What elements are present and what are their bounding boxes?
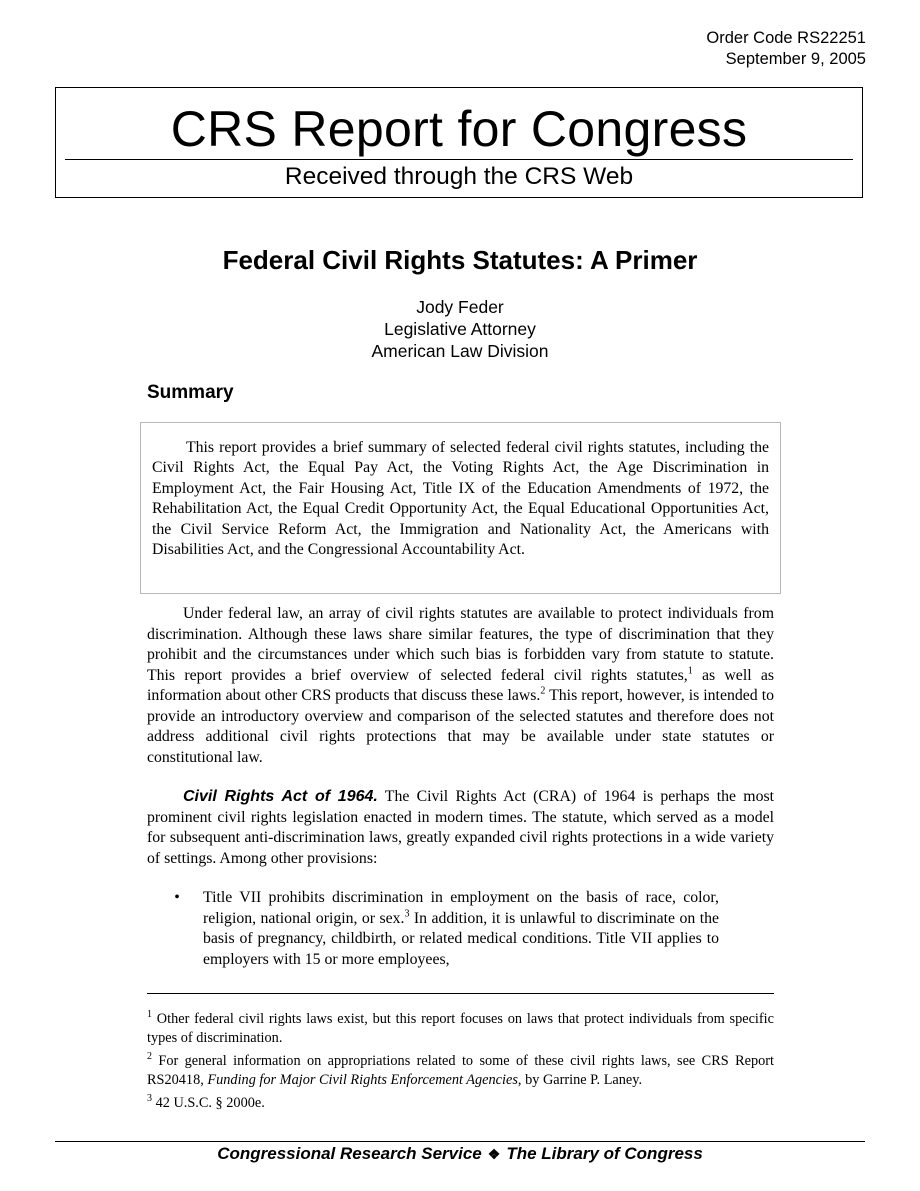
- author-title: Legislative Attorney: [384, 319, 536, 339]
- crs-banner: [55, 87, 863, 198]
- footnote-ref-1[interactable]: 1: [687, 665, 693, 677]
- order-info: [706, 28, 866, 70]
- footer-org: Congressional Research Service: [217, 1144, 482, 1163]
- summary-heading: Summary: [147, 382, 234, 403]
- diamond-separator-icon: ❖: [487, 1146, 501, 1162]
- author-name: Jody Feder: [416, 297, 504, 317]
- footer-library: The Library of Congress: [506, 1144, 703, 1163]
- intro-paragraph: [147, 604, 774, 768]
- cra-text: The Civil Rights Act (CRA) of 1964 is perhaps the most prominent civil rights legislation enacted in modern times. The statute, which served as a model for subsequent anti-discrimination laws, greatly expanded civil rights protections in a wide variety of settings. Among other provisions:: [147, 788, 775, 867]
- footnote-divider: [147, 993, 774, 994]
- footnotes: [147, 1010, 774, 1118]
- page-footer: [0, 1143, 920, 1165]
- order-code: Order Code RS22251: [706, 29, 866, 47]
- footnote-2-text-part-2: , by Garrine P. Laney.: [517, 1071, 643, 1088]
- author-block: [0, 296, 920, 362]
- intro-text-part-3: This report, however, is intended to provide an introductory overview and comparison of the selected statutes and therefore does not address additional civil rights protections that may be available under state statutes or constitutional law.: [147, 687, 774, 766]
- author-division: American Law Division: [371, 341, 549, 361]
- bullet-icon: •: [174, 889, 180, 906]
- footnote-ref-3[interactable]: 3: [404, 908, 410, 920]
- bullet-text-part-2: In addition, it is unlawful to discriminate on the basis of pregnancy, childbirth, or related medical conditions. Title VII applies to employers with 15 or more employees,: [203, 909, 719, 968]
- document-title: Federal Civil Rights Statutes: A Primer: [222, 245, 698, 275]
- summary-text: This report provides a brief summary of selected federal civil rights statutes, including the Civil Rights Act, the Equal Pay Act, the Voting Rights Act, the Age Discrimination in Employment Act, the Fair Housing Act, Title IX of the Education Amendments of 1972, the Rehabilitation Act, the Equal Credit Opportunity Act, the Equal Educational Opportunities Act, the Civil Service Reform Act, the Immigration and Nationality Act, the Americans with Disabilities Act, and the Congressional Accountability Act.: [152, 439, 769, 559]
- footnote-1-number: 1: [147, 1009, 152, 1021]
- list-item: [167, 888, 719, 970]
- summary-box: [140, 422, 781, 594]
- banner-divider: [65, 159, 853, 160]
- footnote-1: [147, 1010, 774, 1047]
- footnote-2-report-title: Funding for Major Civil Rights Enforcement Agencies: [207, 1071, 518, 1088]
- footnote-2-text-part-1: For general information on appropriations related to some of these civil rights laws, see CRS Report RS20418,: [147, 1053, 774, 1088]
- bullet-text-part-1: Title VII prohibits discrimination in employment on the basis of race, color, religion, national origin, or sex.: [203, 889, 719, 927]
- banner-subtitle: Received through the CRS Web: [284, 163, 634, 190]
- footnote-3-text: 42 U.S.C. § 2000e.: [152, 1095, 265, 1111]
- footer-divider: [55, 1141, 865, 1142]
- footnote-3: [147, 1094, 774, 1113]
- cra-provisions-list: [167, 888, 719, 970]
- intro-text-part-2: as well as information about other CRS products that discuss these laws.: [147, 666, 774, 704]
- intro-text-part-1: Under federal law, an array of civil rights statutes are available to protect individuals from discrimination. Although these laws share similar features, the type of discrimination that they prohibit and the circumstances under which such bias is forbidden vary from statute to statute. This report provides a brief overview of selected federal civil rights statutes,: [147, 605, 774, 684]
- banner-title: CRS Report for Congress: [170, 101, 748, 157]
- footnote-2-number: 2: [147, 1051, 152, 1063]
- footnote-1-text: Other federal civil rights laws exist, but this report focuses on laws that protect individuals from specific types of discrimination.: [147, 1011, 774, 1046]
- report-date: September 9, 2005: [725, 50, 866, 68]
- footnote-2: [147, 1052, 774, 1089]
- cra-paragraph: [147, 787, 774, 869]
- cra-lead-heading: Civil Rights Act of 1964.: [183, 788, 378, 805]
- footnote-ref-2[interactable]: 2: [540, 685, 546, 697]
- footnote-3-number: 3: [147, 1093, 152, 1105]
